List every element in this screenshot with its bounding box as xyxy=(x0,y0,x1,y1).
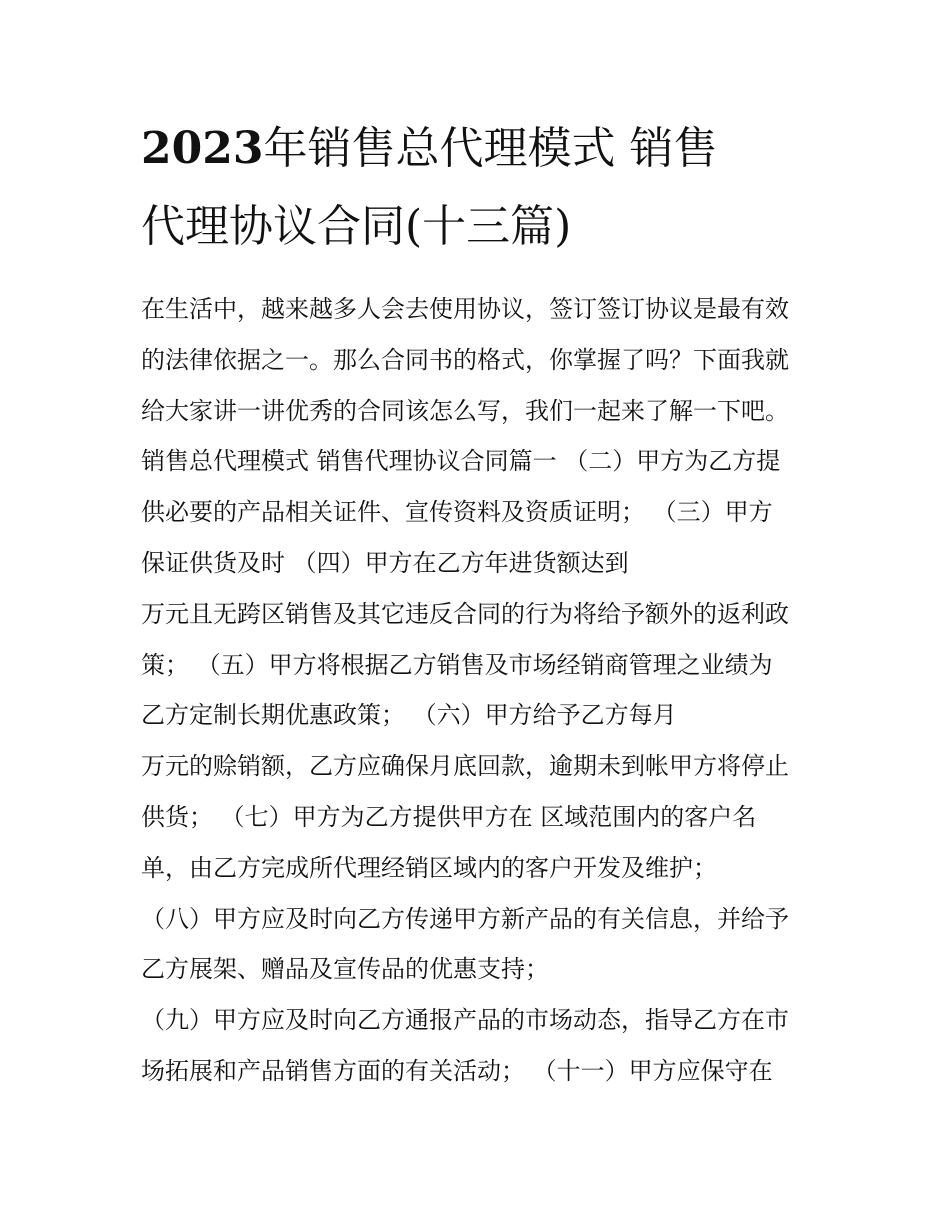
body-line: 销售总代理模式 销售代理协议合同篇一 （二）甲方为乙方提 xyxy=(141,447,781,476)
title-year: 2023 xyxy=(141,123,264,174)
body-line: 乙方展架、赠品及宣传品的优惠支持； xyxy=(141,955,549,984)
title-line-1 xyxy=(141,110,813,188)
body-line: 的法律依据之一。那么合同书的格式，你掌握了吗？下面我就 xyxy=(141,345,789,374)
body-line: 单，由乙方完成所代理经销区域内的客户开发及维护； xyxy=(141,853,717,882)
body-line: 供必要的产品相关证件、宣传资料及资质证明； （三）甲方 xyxy=(141,498,773,527)
document-body xyxy=(141,284,813,1097)
body-line: 保证供货及时 （四）甲方在乙方年进货额达到 xyxy=(141,548,629,577)
body-line: 供货； （七）甲方为乙方提供甲方在 区域范围内的客户名 xyxy=(141,802,757,831)
body-line: 场拓展和产品销售方面的有关活动； （十一）甲方应保守在 xyxy=(141,1056,773,1085)
body-line: 在生活中，越来越多人会去使用协议，签订签订协议是最有效 xyxy=(141,295,789,323)
title-line-1-text: 年销售总代理模式 销售 xyxy=(263,123,718,174)
body-line: （八）甲方应及时向乙方传递甲方新产品的有关信息，并给予 xyxy=(141,904,789,933)
body-line: 乙方定制长期优惠政策； （六）甲方给予乙方每月 xyxy=(141,701,677,730)
document-title xyxy=(141,110,813,266)
body-line: （九）甲方应及时向乙方通报产品的市场动态，指导乙方在市 xyxy=(141,1006,789,1035)
body-line: 万元的赊销额，乙方应确保月底回款，逾期未到帐甲方将停止 xyxy=(141,752,789,781)
body-line: 万元且无跨区销售及其它违反合同的行为将给予额外的返利政 xyxy=(141,599,789,628)
body-line: 给大家讲一讲优秀的合同该怎么写，我们一起来了解一下吧。 xyxy=(141,396,789,425)
document-page xyxy=(141,110,813,1097)
body-line: 策； （五）甲方将根据乙方销售及市场经销商管理之业绩为 xyxy=(141,650,773,679)
title-line-2: 代理协议合同(十三篇) xyxy=(141,201,572,252)
